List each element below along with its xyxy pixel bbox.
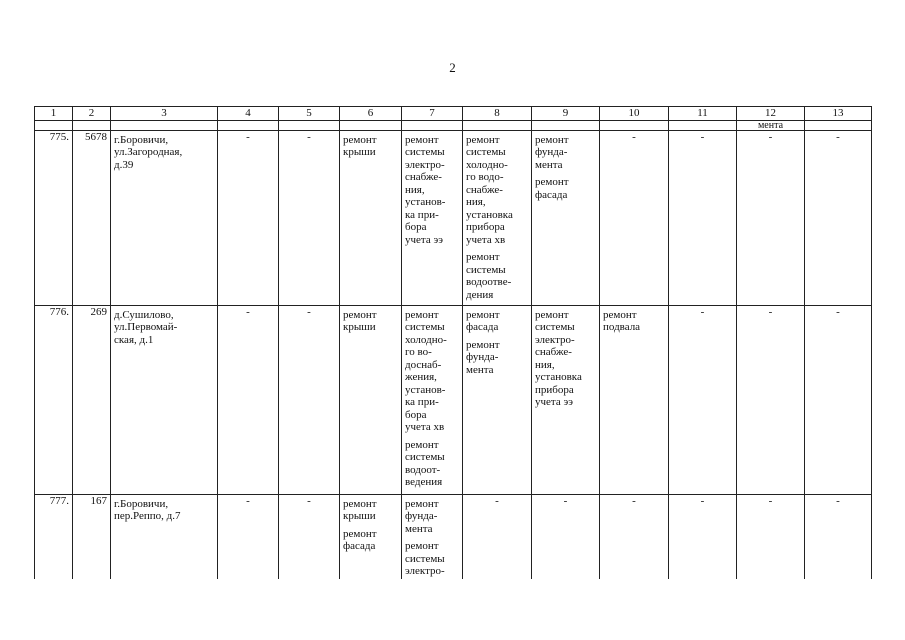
row-address <box>111 494 218 579</box>
work-item: ремонт фунда- мента <box>405 497 439 535</box>
work-item: ремонт крыши <box>343 497 377 522</box>
work-item: ремонт системы холодно- го во- доснаб- жения, установ- ка при- бора учета хв <box>405 308 447 433</box>
cell-dash: - <box>737 305 805 494</box>
work-cell <box>532 130 600 305</box>
work-item: ремонт фасада <box>343 527 377 552</box>
cell-dash: - <box>805 494 872 579</box>
row-number: 777. <box>35 494 73 579</box>
row-code: 269 <box>73 305 111 494</box>
work-item: ремонт системы водоотве- дения <box>466 251 512 301</box>
work-item: ремонт системы электро- снабже- ния, установ- ка при- бора учета ээ <box>405 133 446 246</box>
column-header: 3 <box>111 107 218 121</box>
column-header: 5 <box>279 107 340 121</box>
work-item: ремонт системы электро- снабже- ния, установка прибора учета ээ <box>535 308 582 408</box>
work-cell <box>463 305 532 494</box>
column-header: 4 <box>218 107 279 121</box>
cell-dash: - <box>279 494 340 579</box>
table-row <box>35 130 872 305</box>
column-header: 10 <box>600 107 669 121</box>
table-row <box>35 494 872 579</box>
column-header: 7 <box>402 107 463 121</box>
cell-dash: - <box>218 494 279 579</box>
table-row <box>35 305 872 494</box>
work-item: ремонт фунда- мента <box>535 133 569 171</box>
cell-dash: - <box>218 305 279 494</box>
page-number: 2 <box>449 60 456 75</box>
cell-dash: - <box>218 130 279 305</box>
continued-text: мента <box>737 120 805 130</box>
row-code: 167 <box>73 494 111 579</box>
cell-dash: - <box>463 494 532 579</box>
continuation-row <box>35 120 872 130</box>
cell-dash: - <box>669 305 737 494</box>
column-header: 12 <box>737 107 805 121</box>
column-header: 11 <box>669 107 737 121</box>
cell-dash: - <box>279 130 340 305</box>
work-cell <box>340 130 402 305</box>
work-cell <box>402 494 463 579</box>
header-row <box>35 107 872 121</box>
cell-dash: - <box>600 130 669 305</box>
work-cell <box>340 494 402 579</box>
cell-dash: - <box>669 130 737 305</box>
work-item: ремонт системы холодно- го водо- снабже- ния, установка прибора учета хв <box>466 133 513 246</box>
cell-dash: - <box>279 305 340 494</box>
repair-schedule-table <box>34 106 872 579</box>
work-item: ремонт подвала <box>603 308 641 333</box>
work-cell <box>600 305 669 494</box>
address-text: г.Боровичи, ул.Загородная, д.39 <box>114 133 183 171</box>
cell-dash: - <box>600 494 669 579</box>
work-cell <box>340 305 402 494</box>
row-address <box>111 305 218 494</box>
cell-dash: - <box>805 130 872 305</box>
work-item: ремонт крыши <box>343 308 377 333</box>
row-address <box>111 130 218 305</box>
cell-dash: - <box>805 305 872 494</box>
work-item: ремонт крыши <box>343 133 377 158</box>
column-header: 9 <box>532 107 600 121</box>
work-item: ремонт фасада <box>466 308 500 333</box>
cell-dash: - <box>737 130 805 305</box>
row-number: 776. <box>35 305 73 494</box>
work-item: ремонт системы водоот- ведения <box>405 438 445 488</box>
column-header: 8 <box>463 107 532 121</box>
work-cell <box>463 130 532 305</box>
cell-dash: - <box>669 494 737 579</box>
row-code: 5678 <box>73 130 111 305</box>
column-header: 1 <box>35 107 73 121</box>
address-text: г.Боровичи, пер.Реппо, д.7 <box>114 497 181 522</box>
work-cell <box>532 305 600 494</box>
work-cell <box>402 305 463 494</box>
column-header: 6 <box>340 107 402 121</box>
row-number: 775. <box>35 130 73 305</box>
work-item: ремонт системы электро- <box>405 540 445 577</box>
column-header: 2 <box>73 107 111 121</box>
cell-dash: - <box>737 494 805 579</box>
column-header: 13 <box>805 107 872 121</box>
work-cell <box>402 130 463 305</box>
address-text: д.Сушилово, ул.Первомай- ская, д.1 <box>114 308 178 346</box>
cell-dash: - <box>532 494 600 579</box>
work-item: ремонт фасада <box>535 176 569 201</box>
work-item: ремонт фунда- мента <box>466 338 500 376</box>
